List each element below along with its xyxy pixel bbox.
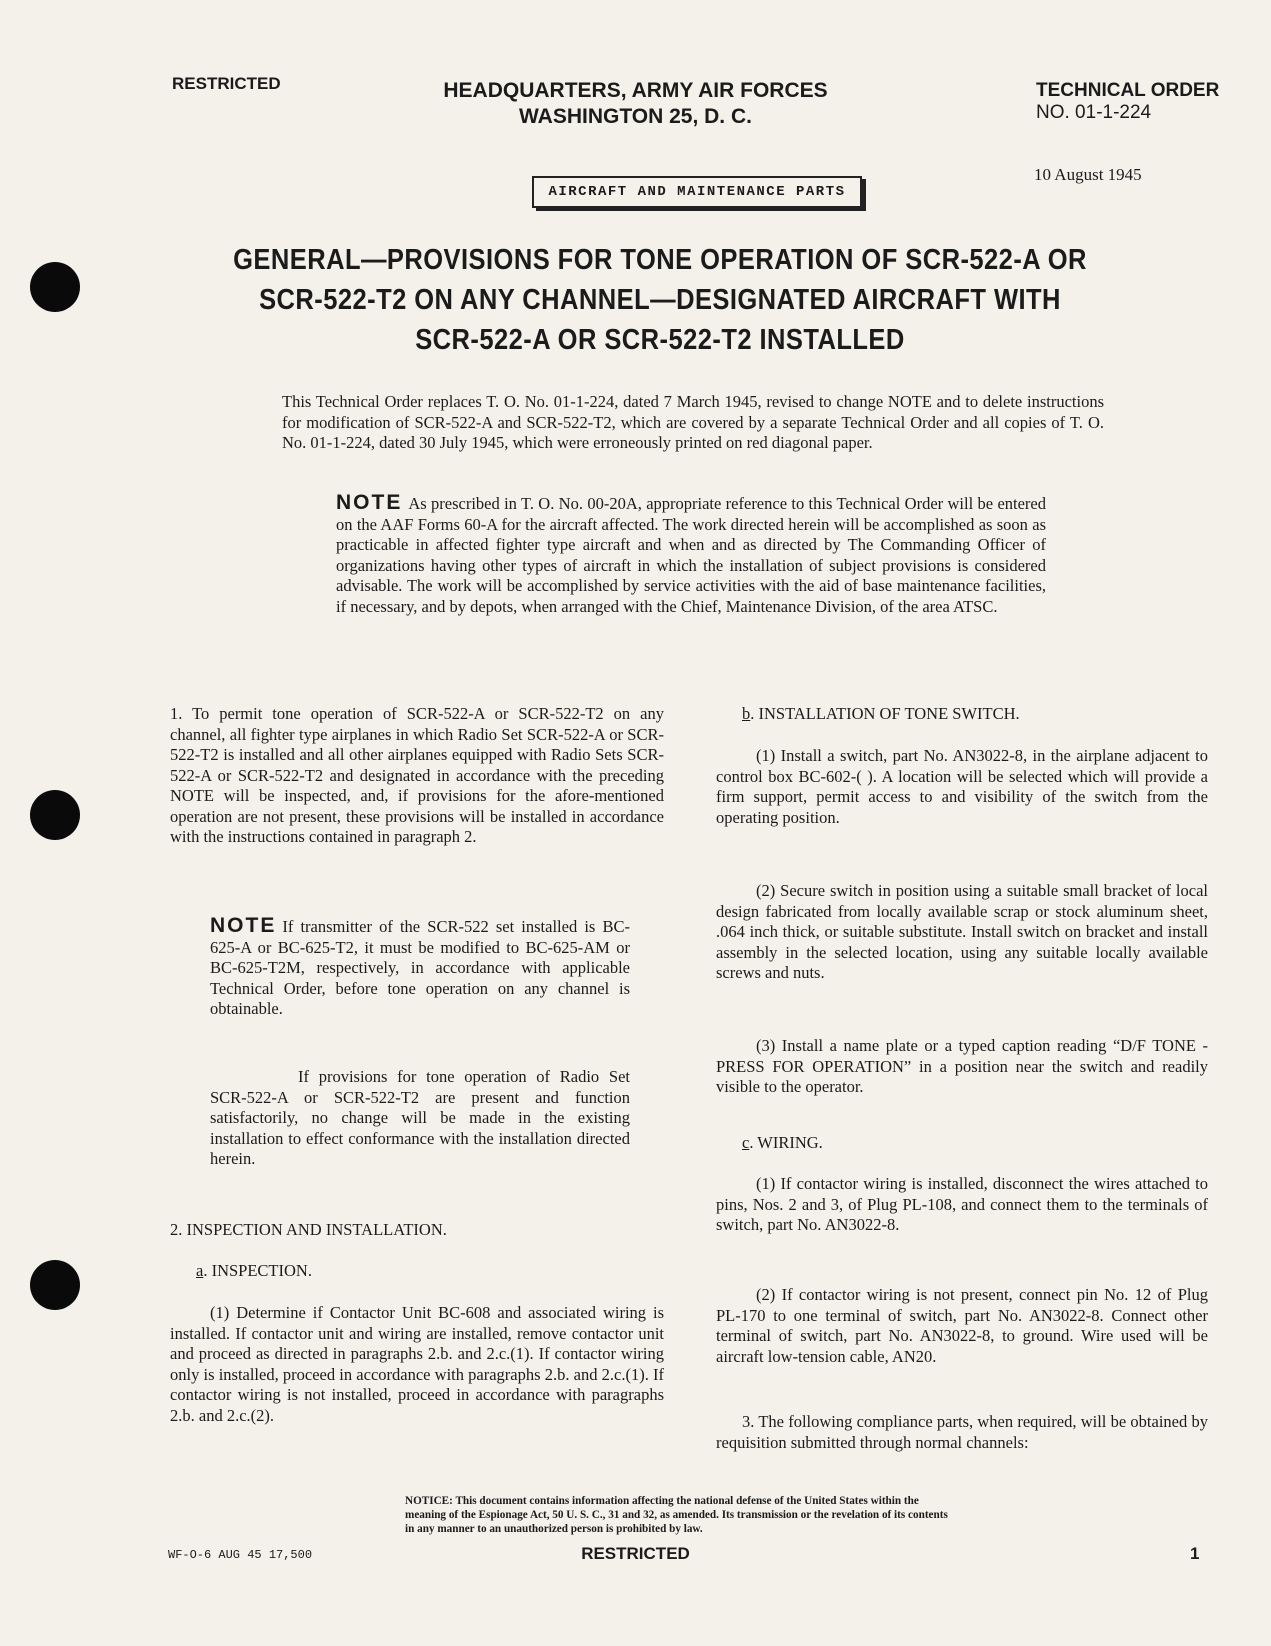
tone-switch-step-1: (1) Install a switch, part No. AN3022-8, in the airplane adjacent to control box BC-602-( ). A location will be selected which will provide a firm support, permit access to and visibility of the switch from the operating position. <box>716 746 1208 827</box>
issue-date: 10 August 1945 <box>1034 165 1142 184</box>
section-title: . INSTALLATION OF TONE SWITCH. <box>750 704 1020 723</box>
print-code: WF-O-6 AUG 45 17,500 <box>168 1548 313 1562</box>
note-label: NOTE <box>336 491 403 514</box>
note-text: If transmitter of the SCR-522 set installed is BC-625-A or BC-625-T2, it must be modified to BC-625-AM or BC-625-T2M, respectively, in accordance with applicable Technical Order, before tone operation on any channel is obtainable. <box>210 917 630 1018</box>
tone-switch-step-3: (3) Install a name plate or a typed caption reading “D/F TONE - PRESS FOR OPERATION” in a position near the switch and readily visible to the operator. <box>716 1036 1208 1096</box>
section-letter: c <box>742 1133 750 1152</box>
section-2-heading: 2. INSPECTION AND INSTALLATION. <box>170 1220 447 1239</box>
hq-line-2: WASHINGTON 25, D. C. <box>519 105 752 128</box>
security-notice: NOTICE: This document contains information affecting the national defense of the United States within the meaning of the Espionage Act, 50 U. S. C., 31 and 32, as amended. Its transmission or the revelation of its contents in any manner to an unauthorized person is prohibited by law. <box>405 1495 948 1535</box>
binder-hole-top <box>30 262 80 312</box>
note-block-2 <box>210 916 630 1020</box>
paragraph-3: 3. The following compliance parts, when required, will be obtained by requisition submitted through normal channels: <box>716 1412 1208 1452</box>
title-line-3: SCR-522-A OR SCR-522-T2 INSTALLED <box>415 324 905 356</box>
section-letter: b <box>742 704 751 723</box>
section-title: . INSPECTION. <box>203 1261 312 1280</box>
section-2a-heading <box>196 1261 312 1282</box>
note-block-1 <box>336 493 1046 617</box>
category-badge: AIRCRAFT AND MAINTENANCE PARTS <box>532 176 862 208</box>
note-text: As prescribed in T. O. No. 00-20A, appropriate reference to this Technical Order will be entered on the AAF Forms 60-A for the aircraft affected. The work directed herein will be accomplished as soon as practicable in affected fighter type aircraft and when and as directed by The Commanding Officer of organizations having other types of aircraft in which the installation of subject provisions is considered advisable. The work will be accomplished by service activities with the aid of base maintenance facilities, if necessary, and by depots, when arranged with the Chief, Maintenance Division, of the area ATSC. <box>336 494 1046 616</box>
to-line-1: TECHNICAL ORDER <box>1036 80 1220 101</box>
section-c-heading <box>742 1133 823 1154</box>
title-line-2: SCR-522-T2 ON ANY CHANNEL—DESIGNATED AIRCRAFT WITH <box>259 284 1061 316</box>
section-b-heading <box>742 704 1020 725</box>
note-2-continuation: If provisions for tone operation of Radio Set SCR-522-A or SCR-522-T2 are present and function satisfactorily, no change will be made in the existing installation to effect conformance with the installation directed herein. <box>210 1067 630 1168</box>
restricted-marking-top: RESTRICTED <box>172 74 281 93</box>
restricted-marking-bottom: RESTRICTED <box>581 1544 690 1563</box>
section-letter: a <box>196 1261 204 1280</box>
to-line-2: NO. 01-1-224 <box>1036 102 1152 123</box>
title-line-1: GENERAL—PROVISIONS FOR TONE OPERATION OF SCR-522-A OR <box>233 244 1087 276</box>
binder-hole-bottom <box>30 1260 80 1310</box>
inspection-step-1: (1) Determine if Contactor Unit BC-608 and associated wiring is installed. If contactor unit and wiring are installed, remove contactor unit and proceed as directed in paragraphs 2.b. and 2.c.(1). If contactor wiring only is installed, proceed in accordance with paragraphs 2.b. and 2.c.(1). If contactor wiring is not installed, proceed in accordance with paragraphs 2.b. and 2.c.(2). <box>170 1303 664 1425</box>
binder-hole-middle <box>30 790 80 840</box>
hq-line-1: HEADQUARTERS, ARMY AIR FORCES <box>443 79 828 102</box>
wiring-step-2: (2) If contactor wiring is not present, connect pin No. 12 of Plug PL-170 to one terminal of switch, part No. AN3022-8. Connect other terminal of switch, part No. AN3022-8, to ground. Wire used will be aircraft low-tension cable, AN20. <box>716 1285 1208 1366</box>
wiring-step-1: (1) If contactor wiring is installed, disconnect the wires attached to pins, Nos. 2 and 3, of Plug PL-108, and connect them to the terminals of switch, part No. AN3022-8. <box>716 1174 1208 1234</box>
note-label: NOTE <box>210 914 277 937</box>
technical-order-number <box>1036 80 1219 124</box>
intro-paragraph: This Technical Order replaces T. O. No. 01-1-224, dated 7 March 1945, revised to change NOTE and to delete instructions for modification of SCR-522-A and SCR-522-T2, which are covered by a separate Technical Order and all copies of T. O. No. 01-1-224, dated 30 July 1945, which were erroneously printed on red diagonal paper. <box>282 392 1104 452</box>
paragraph-1: 1. To permit tone operation of SCR-522-A or SCR-522-T2 on any channel, all fighter type airplanes in which Radio Set SCR-522-A or SCR-522-T2 is installed and all other airplanes equipped with Radio Sets SCR-522-A or SCR-522-T2 and designated in accordance with the preceding NOTE will be inspected, and, if provisions for the afore-mentioned operation are not present, these provisions will be installed in accordance with the instructions contained in paragraph 2. <box>170 704 664 846</box>
page-number: 1 <box>1190 1544 1200 1563</box>
section-title: . WIRING. <box>749 1133 823 1152</box>
tone-switch-step-2: (2) Secure switch in position using a suitable small bracket of local design fabricated from locally available scrap or stock aluminum sheet, .064 inch thick, or suitable substitute. Install switch on bracket and install assembly in the selected location, using any suitable locally available screws and nuts. <box>716 881 1208 982</box>
document-title <box>160 240 1160 360</box>
